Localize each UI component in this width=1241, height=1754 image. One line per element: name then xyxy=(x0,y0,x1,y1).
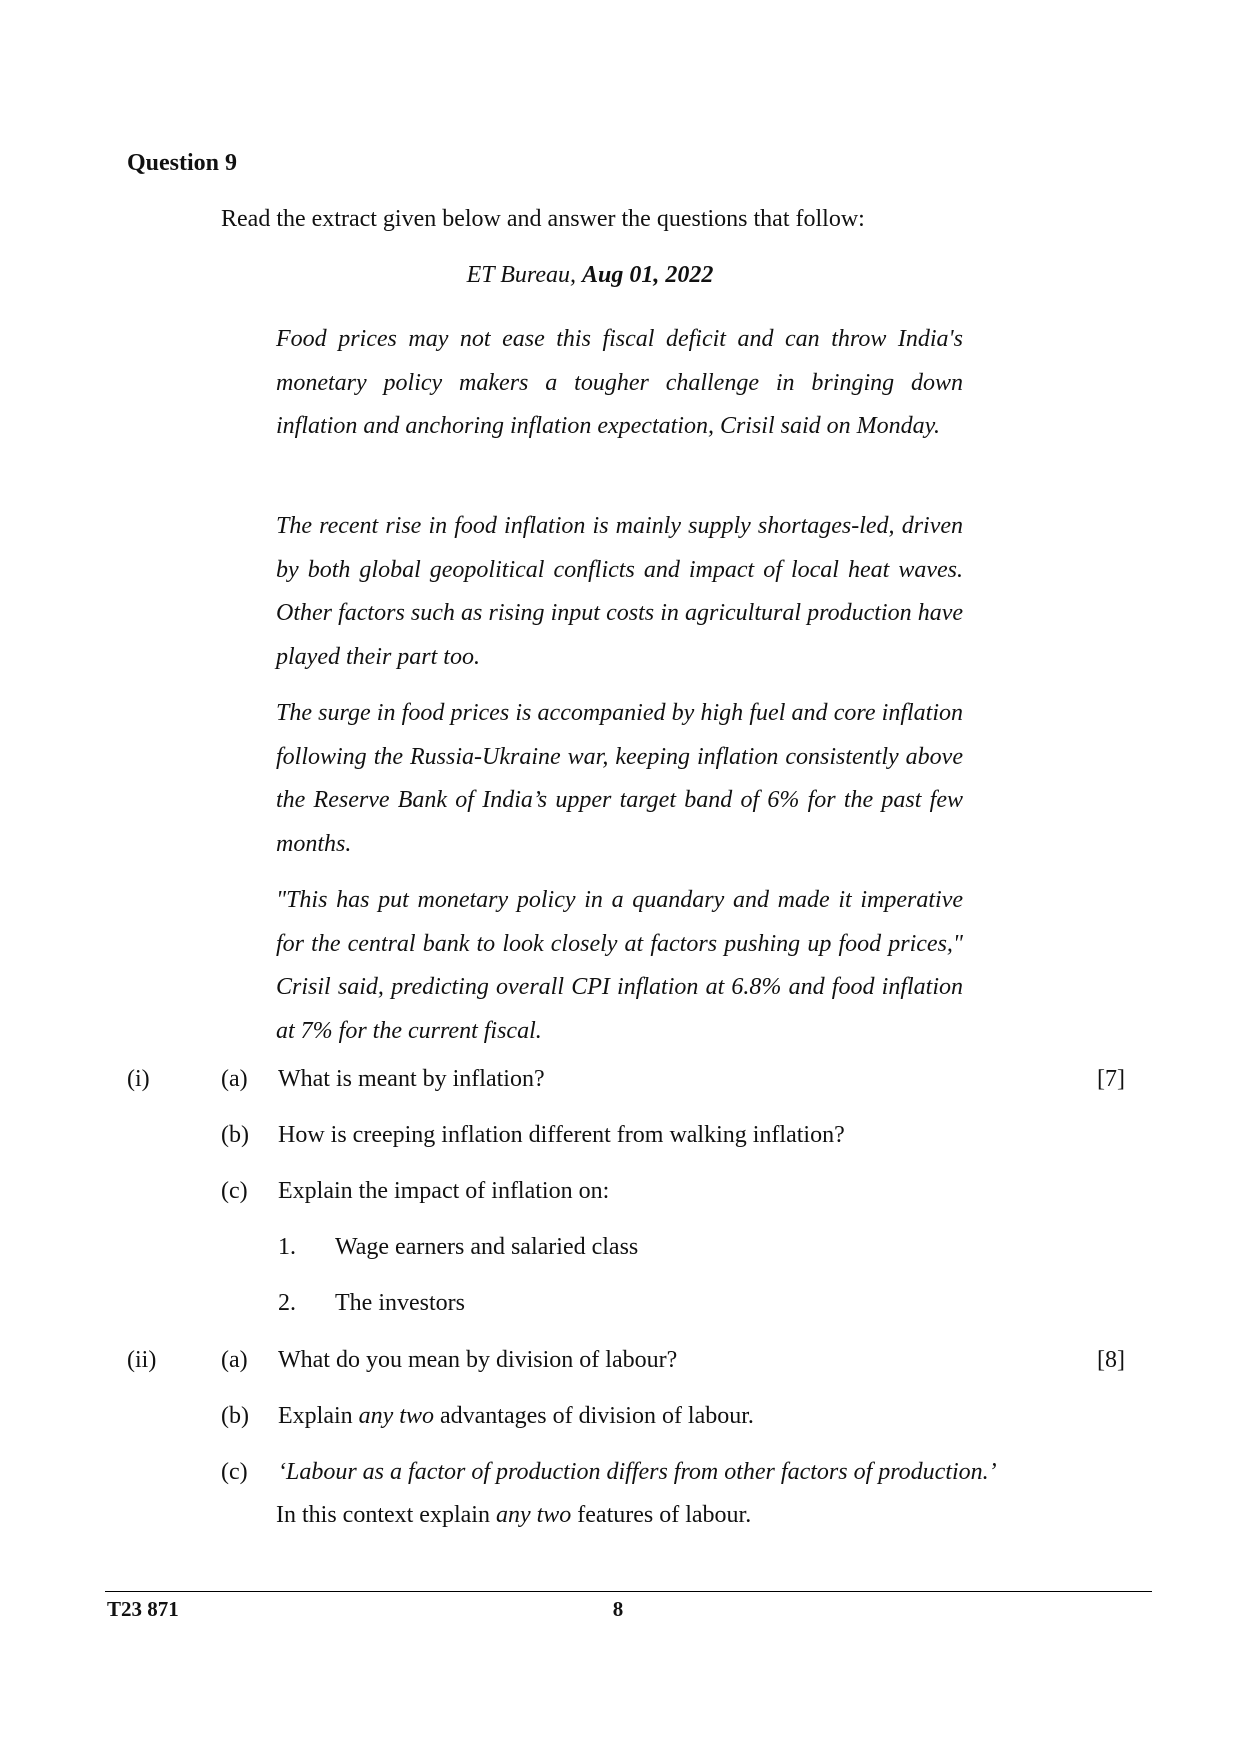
part-i-c-text: Explain the impact of inflation on: xyxy=(278,1178,610,1204)
part-ii-c-label: (c) xyxy=(221,1459,248,1485)
list-item-text: The investors xyxy=(335,1290,465,1316)
extract-source xyxy=(0,262,1180,289)
footer-divider xyxy=(105,1591,1152,1592)
extract-paragraph-2: The recent rise in food inflation is mainly supply shortages-led, driven by both global geopolitical conflicts and impact of local heat waves. Other factors such as rising input costs in agricultural production have played their part too. xyxy=(276,513,963,670)
source-name: ET Bureau, xyxy=(466,262,576,288)
part-i-marks: [7] xyxy=(1097,1066,1125,1092)
part-ii-marks: [8] xyxy=(1097,1347,1125,1373)
part-ii-c-quote: ‘Labour as a factor of production differs from other factors of production.’ xyxy=(278,1459,997,1485)
page-number: 8 xyxy=(612,1597,624,1621)
list-item-number: 1. xyxy=(278,1234,296,1260)
part-ii-c-emphasis: any two xyxy=(495,1502,572,1528)
extract-paragraph-1: Food prices may not ease this fiscal deficit and can throw India's monetary policy makers a tougher challenge in bringing down inflation and anchoring inflation expectation, Crisil said on Monday. xyxy=(276,326,963,439)
extract-paragraph-3: The surge in food prices is accompanied by high fuel and core inflation following the Russia-Ukraine war, keeping inflation consistently above the Reserve Bank of India’s upper target band of 6% for the past few months. xyxy=(276,700,963,857)
part-i-b-text: How is creeping inflation different from walking inflation? xyxy=(278,1122,845,1148)
part-ii-label: (ii) xyxy=(127,1347,157,1373)
paper-code: T23 871 xyxy=(107,1597,179,1621)
list-item-number: 2. xyxy=(278,1290,296,1316)
part-ii-b-label: (b) xyxy=(221,1403,249,1429)
extract-paragraph-4: "This has put monetary policy in a quandary and made it imperative for the central bank to look closely at factors pushing up food prices," Crisil said, predicting overall CPI inflation at 6.8% and food inflation at 7% for the current fiscal. xyxy=(276,887,963,1044)
part-i-label: (i) xyxy=(127,1066,150,1092)
part-i-b-label: (b) xyxy=(221,1122,249,1148)
part-ii-c-text xyxy=(276,1502,751,1529)
part-ii-c-pre: In this context explain xyxy=(276,1502,496,1528)
question-intro: Read the extract given below and answer the questions that follow: xyxy=(221,206,865,232)
question-title: Question 9 xyxy=(127,150,238,176)
part-ii-b-emphasis: any two xyxy=(358,1403,434,1429)
part-ii-a-label: (a) xyxy=(221,1347,248,1373)
part-ii-a-text: What do you mean by division of labour? xyxy=(278,1347,678,1373)
part-i-a-text: What is meant by inflation? xyxy=(278,1066,545,1092)
part-ii-b-post: advantages of division of labour. xyxy=(433,1403,754,1429)
list-item-text: Wage earners and salaried class xyxy=(335,1234,639,1260)
part-ii-b-pre: Explain xyxy=(278,1403,359,1429)
part-ii-c-post: features of labour. xyxy=(571,1502,752,1528)
source-date: Aug 01, 2022 xyxy=(581,262,714,288)
part-ii-b-text xyxy=(278,1403,754,1430)
part-i-a-label: (a) xyxy=(221,1066,248,1092)
part-i-c-label: (c) xyxy=(221,1178,248,1204)
